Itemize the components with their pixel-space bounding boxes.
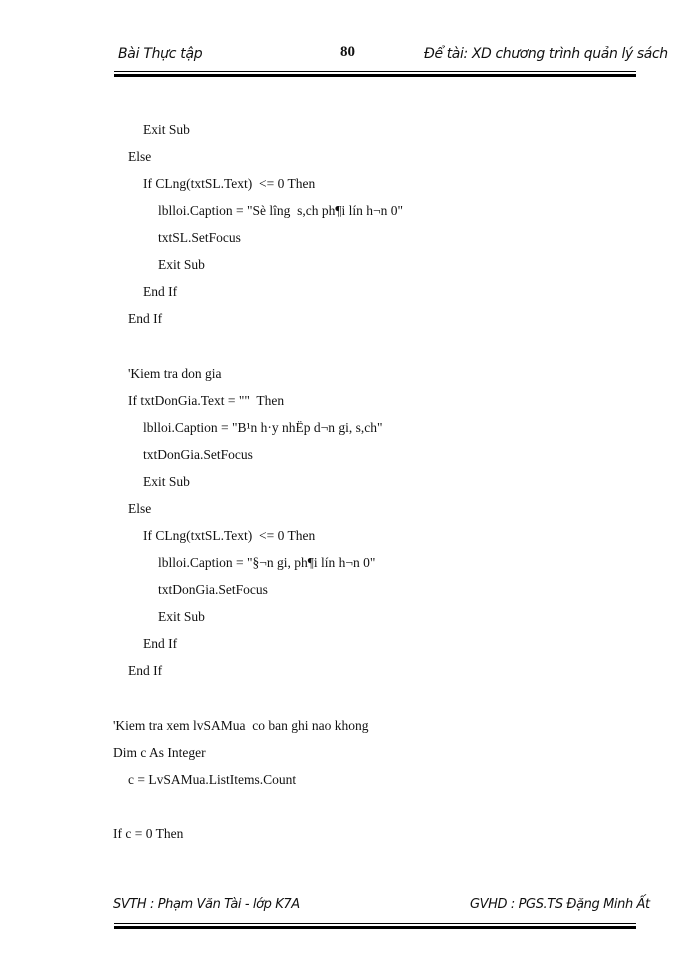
code-line: Exit Sub bbox=[143, 122, 190, 137]
code-line: End If bbox=[143, 636, 178, 651]
code-line: If c = 0 Then bbox=[113, 826, 184, 841]
code-line: Dim c As Integer bbox=[113, 745, 206, 760]
code-line: If CLng(txtSL.Text) <= 0 Then bbox=[143, 176, 316, 191]
code-line: txtDonGia.SetFocus bbox=[143, 447, 253, 462]
footer-advisor-text: GVHD : PGS.TS Đặng Minh Ất bbox=[470, 897, 650, 912]
header-rule-thick bbox=[114, 74, 636, 77]
code-line: End If bbox=[143, 284, 178, 299]
code-line: txtSL.SetFocus bbox=[158, 230, 241, 245]
page-header bbox=[0, 0, 700, 80]
code-line: txtDonGia.SetFocus bbox=[158, 582, 268, 597]
code-line: Exit Sub bbox=[158, 257, 205, 272]
code-line: Else bbox=[128, 501, 152, 516]
code-line: Else bbox=[128, 149, 152, 164]
code-comment: 'Kiem tra xem lvSAMua co ban ghi nao khong bbox=[113, 718, 369, 733]
code-line: Exit Sub bbox=[158, 609, 205, 624]
page-number: 80 bbox=[340, 44, 355, 60]
code-comment: 'Kiem tra don gia bbox=[128, 366, 222, 381]
header-left-text: Bài Thực tập bbox=[118, 46, 203, 62]
code-line: If CLng(txtSL.Text) <= 0 Then bbox=[143, 528, 316, 543]
code-line: lblloi.Caption = "Sè lîng s,ch ph¶i lín h¬n 0" bbox=[158, 203, 403, 218]
footer-rule-thick bbox=[114, 926, 636, 929]
header-rule-thin bbox=[114, 71, 636, 72]
code-line: If txtDonGia.Text = "" Then bbox=[128, 393, 285, 408]
code-line: End If bbox=[128, 663, 163, 678]
code-line: Exit Sub bbox=[143, 474, 190, 489]
code-line: End If bbox=[128, 311, 163, 326]
footer-student-text: SVTH : Phạm Văn Tài - lớp K7A bbox=[113, 897, 300, 912]
footer-rule-thin bbox=[114, 923, 636, 924]
header-topic-text: Để tài: XD chương trình quản lý sách bbox=[424, 46, 668, 62]
code-line: lblloi.Caption = "B¹n h·y nhËp d¬n gi, s,ch" bbox=[143, 420, 383, 435]
code-line: lblloi.Caption = "§¬n gi, ph¶i lín h¬n 0" bbox=[158, 555, 376, 570]
code-line: c = LvSAMua.ListItems.Count bbox=[128, 772, 297, 787]
